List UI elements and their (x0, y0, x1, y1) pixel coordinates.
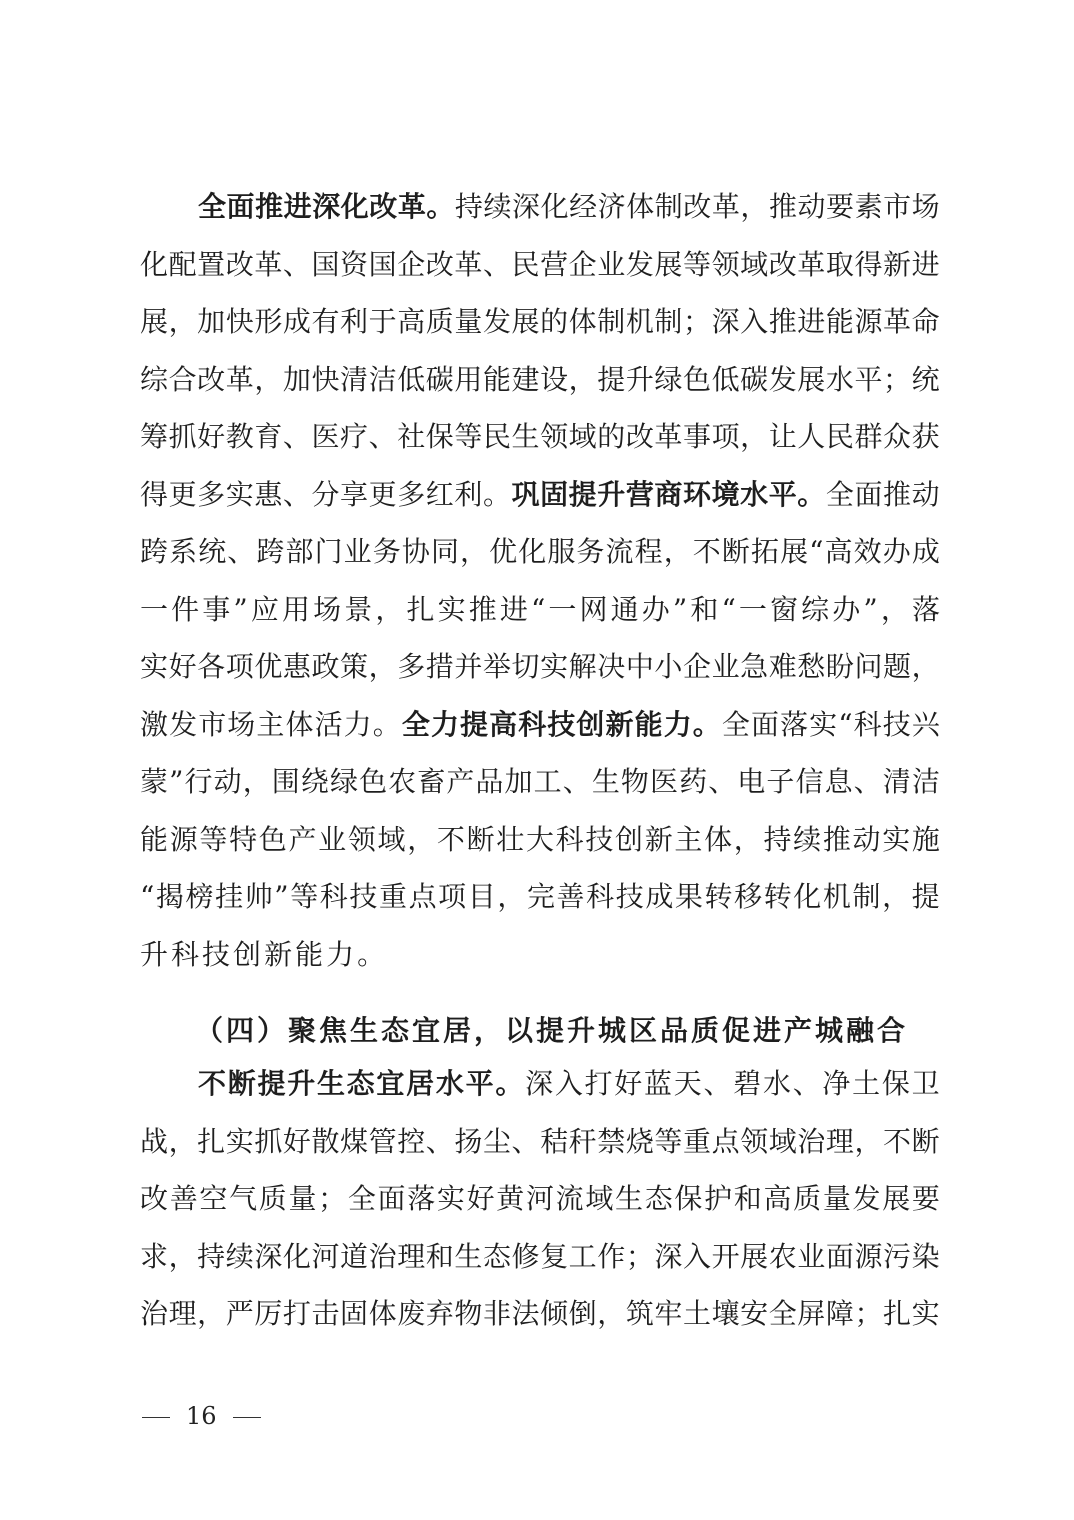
text-line: 一 件 事 ” 应 用 场 景 ， 扎 实 推 进 “ 一 网 通 办 ” 和 “ 一 窗 综 办 ” ， 落 (140, 592, 940, 626)
text-line: 综 合 改 革 ， 加 快 清 洁 低 碳 用 能 建 设 ， 提 升 绿 色 低 碳 发 展 水 平 ； 统 (140, 362, 940, 396)
text-line: 化 配 置 改 革 、 国 资 国 企 改 革 、 民 营 企 业 发 展 等 领 域 改 革 取 得 新 进 (140, 247, 940, 281)
page-number: 16 (186, 1402, 217, 1430)
text-line: 治 理 ， 严 厉 打 击 固 体 废 弃 物 非 法 倾 倒 ， 筑 牢 土 壤 安 全 屏 障 ； 扎 实 (140, 1297, 940, 1330)
text-line: 筹 抓 好 教 育 、 医 疗 、 社 保 等 民 生 领 域 的 改 革 事 项 ， 让 人 民 群 众 获 (140, 420, 940, 453)
footer-dash-left (142, 1417, 170, 1419)
text-line: 改 善 空 气 质 量 ； 全 面 落 实 好 黄 河 流 域 生 态 保 护 和 高 质 量 发 展 要 (140, 1182, 940, 1215)
text-line: 升 科 技 创 新 能 力 。 (140, 937, 389, 971)
text-line: 实 好 各 项 优 惠 政 策 ， 多 措 并 举 切 实 解 决 中 小 企 业 急 难 愁 盼 问 题 ， (140, 650, 940, 683)
text-line: 跨 系 统 、 跨 部 门 业 务 协 同 ， 优 化 服 务 流 程 ， 不 断 拓 展 “ 高 效 办 成 (140, 535, 940, 568)
footer-dash-right (233, 1417, 261, 1419)
section-heading: （四）聚焦生态宜居，以提升城区品质促进产城融合 (195, 1014, 909, 1047)
text-line: 激 发 市 场 主 体 活 力 。 全 力 提 高 科 技 创 新 能 力 。 全 面 落 实 “ 科 技 兴 (140, 707, 940, 741)
text-line: 不 断 提 升 生 态 宜 居 水 平 。 深 入 打 好 蓝 天 、 碧 水 、 净 土 保 卫 (198, 1067, 940, 1100)
text-line: 得 更 多 实 惠 、 分 享 更 多 红 利 。 巩 固 提 升 营 商 环 境 水 平 。 全 面 推 动 (140, 477, 940, 511)
text-line: 能 源 等 特 色 产 业 领 域 ， 不 断 壮 大 科 技 创 新 主 体 ， 持 续 推 动 实 施 (140, 822, 940, 856)
text-line: 蒙 ” 行 动 ， 围 绕 绿 色 农 畜 产 品 加 工 、 生 物 医 药 、 电 子 信 息 、 清 洁 (140, 765, 940, 798)
text-line: “ 揭 榜 挂 帅 ” 等 科 技 重 点 项 目 ， 完 善 科 技 成 果 转 移 转 化 机 制 ， 提 (140, 880, 940, 913)
body-text-section-2 (140, 1055, 940, 1343)
body-text-section-1 (140, 178, 940, 983)
text-line: 全 面 推 进 深 化 改 革 。 持 续 深 化 经 济 体 制 改 革 ， 推 动 要 素 市 场 (198, 190, 940, 223)
text-line: 展 ， 加 快 形 成 有 利 于 高 质 量 发 展 的 体 制 机 制 ； 深 入 推 进 能 源 革 命 (140, 305, 940, 338)
text-line: 求 ， 持 续 深 化 河 道 治 理 和 生 态 修 复 工 作 ； 深 入 开 展 农 业 面 源 污 染 (140, 1239, 940, 1273)
page-footer (142, 1396, 261, 1436)
text-line: 战 ， 扎 实 抓 好 散 煤 管 控 、 扬 尘 、 秸 秆 禁 烧 等 重 点 领 域 治 理 ， 不 断 (140, 1124, 940, 1158)
